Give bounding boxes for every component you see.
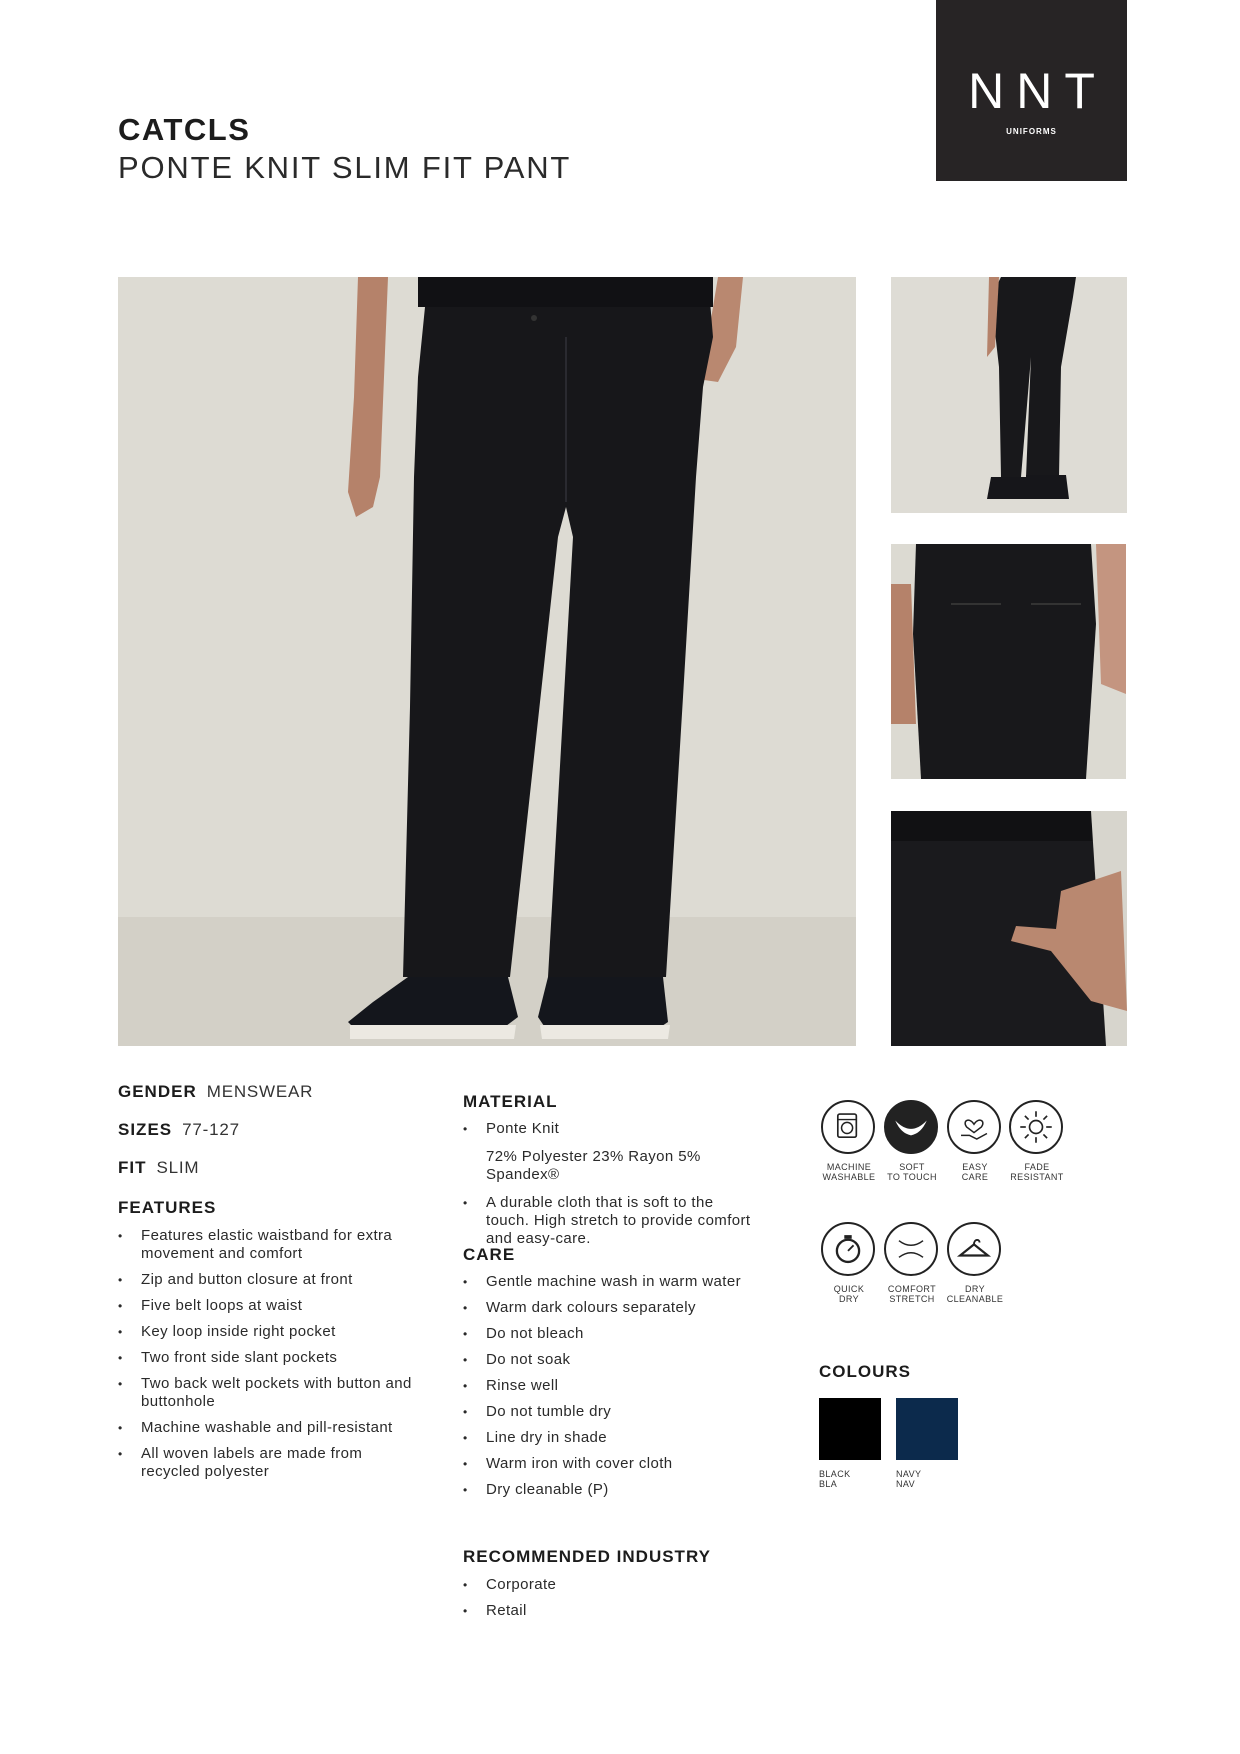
list-item: • Do not tumble dry (463, 1403, 763, 1421)
colour-label-navy: NAVY NAV (896, 1469, 922, 1489)
features-heading: FEATURES (118, 1198, 217, 1217)
colour-swatch-black[interactable] (819, 1398, 881, 1460)
list-item: • Gentle machine wash in warm water (463, 1273, 763, 1291)
stopwatch-icon (821, 1222, 875, 1276)
sizes-label: SIZES (118, 1120, 173, 1139)
gender-value: MENSWEAR (206, 1082, 314, 1101)
list-item: • Machine washable and pill-resistant (118, 1419, 418, 1437)
list-item: • Two front side slant pockets (118, 1349, 418, 1367)
icon-label-dry-cleanable: DRY CLEANABLE (946, 1284, 1004, 1304)
sizes-spec (118, 1120, 240, 1140)
hanger-icon (947, 1222, 1001, 1276)
icon-label-fade-resistant: FADE RESISTANT (1010, 1162, 1064, 1182)
icon-label-quick-dry: QUICK DRY (833, 1284, 865, 1304)
stretch-arrows-icon (884, 1222, 938, 1276)
care-heading: CARE (463, 1245, 516, 1264)
list-item: • Ponte Knit (463, 1120, 753, 1138)
sizes-value: 77-127 (182, 1120, 240, 1139)
list-item: • Two back welt pockets with button and buttonhole (118, 1375, 418, 1411)
logo-brand-text: NNT (968, 63, 1107, 119)
fit-spec (118, 1158, 199, 1178)
sun-icon (1009, 1100, 1063, 1154)
material-list (463, 1120, 753, 1248)
icon-label-machine-washable: MACHINE WASHABLE (822, 1162, 876, 1182)
thumbnail-pocket-detail[interactable] (891, 811, 1127, 1046)
icon-label-easy-care: EASY CARE (961, 1162, 989, 1182)
list-item: • Five belt loops at waist (118, 1297, 418, 1315)
icon-label-comfort-stretch: COMFORT STRETCH (887, 1284, 937, 1304)
main-product-photo (118, 277, 856, 1046)
list-item: • Rinse well (463, 1377, 763, 1395)
colour-swatch-navy[interactable] (896, 1398, 958, 1460)
list-item: • A durable cloth that is soft to the touch. High stretch to provide comfort and easy-care. (463, 1194, 753, 1248)
list-item: • Key loop inside right pocket (118, 1323, 418, 1341)
thumbnail-back-view[interactable] (891, 544, 1126, 779)
list-item: • Dry cleanable (P) (463, 1481, 763, 1499)
colours-heading: COLOURS (819, 1362, 911, 1381)
product-name: PONTE KNIT SLIM FIT PANT (118, 150, 572, 185)
list-item: • Warm dark colours separately (463, 1299, 763, 1317)
industry-heading: RECOMMENDED INDUSTRY (463, 1547, 711, 1566)
fit-label: FIT (118, 1158, 147, 1177)
logo-sub-text: UNIFORMS (1006, 127, 1057, 136)
feather-icon (884, 1100, 938, 1154)
list-item: • Zip and button closure at front (118, 1271, 418, 1289)
list-item: • Features elastic waistband for extra movement and comfort (118, 1227, 418, 1263)
list-item: • All woven labels are made from recycled polyester (118, 1445, 418, 1481)
list-item: 72% Polyester 23% Rayon 5% Spandex® (486, 1148, 701, 1183)
list-item: • Do not bleach (463, 1325, 763, 1343)
product-code: CATCLS (118, 112, 251, 147)
washing-machine-icon (821, 1100, 875, 1154)
gender-label: GENDER (118, 1082, 197, 1101)
gender-spec (118, 1082, 313, 1102)
list-item: • Warm iron with cover cloth (463, 1455, 763, 1473)
brand-logo (936, 0, 1127, 181)
list-item: • Retail (463, 1602, 763, 1620)
material-heading: MATERIAL (463, 1092, 558, 1111)
list-item: • Do not soak (463, 1351, 763, 1369)
thumbnail-full-length[interactable] (891, 277, 1127, 513)
hand-heart-icon (947, 1100, 1001, 1154)
icon-label-soft-to-touch: SOFT TO TOUCH (887, 1162, 937, 1182)
list-item: • Line dry in shade (463, 1429, 763, 1447)
fit-value: SLIM (156, 1158, 200, 1177)
colour-label-black: BLACK BLA (819, 1469, 851, 1489)
list-item: • Corporate (463, 1576, 763, 1594)
features-list (118, 1227, 418, 1481)
care-list (463, 1273, 763, 1499)
industry-list (463, 1576, 763, 1620)
